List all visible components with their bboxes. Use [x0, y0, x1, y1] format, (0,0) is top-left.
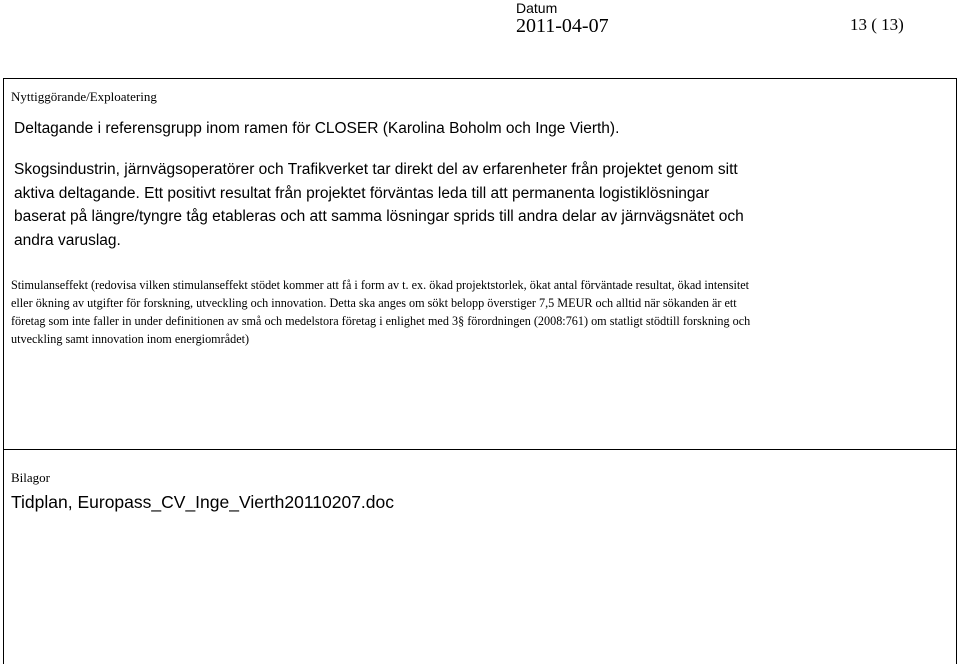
stimulus-text: Stimulanseffekt (redovisa vilken stimulanseffekt stödet kommer att få i form av t. ex. ökad projektstorlek, ökat antal förväntade resultat, ökad intensitet eller ökning av utgifter för forskning, utveckling och innovation. Detta ska anges om sökt belopp överstiger 7,5 MEUR och alltid när sökanden är ett företag som inte faller in under definitionen av små och medelstora företag i enlighet med 3§ förordningen (2008:761) om statligt stödtill forskning och utveckling samt innovation inom energiområdet)	[11, 278, 751, 346]
date-label: Datum	[516, 0, 558, 16]
exploitation-paragraph-2: Skogsindustrin, järnvägsoperatörer och Trafikverket tar direkt del av erfarenheter från projektet genom sitt aktiva deltagande. Ett positivt resultat från projektet förväntas leda till att permanenta logistiklösningar baserat på längre/tyngre tåg etableras och att samma lösningar sprids till andra delar av järnvägsnätet och andra varuslag.	[14, 161, 744, 249]
attachments-value: Tidplan, Europass_CV_Inge_Vierth20110207.doc	[11, 492, 395, 512]
date-value: 2011-04-07	[516, 15, 609, 37]
page-number: 13 ( 13)	[850, 15, 904, 34]
exploitation-label: Nyttiggörande/Exploatering	[11, 89, 157, 104]
attachments-section	[3, 450, 957, 664]
exploitation-section	[3, 78, 957, 450]
attachments-label: Bilagor	[11, 470, 50, 485]
exploitation-paragraph-1: Deltagande i referensgrupp inom ramen för CLOSER (Karolina Boholm och Inge Vierth).	[14, 120, 620, 137]
